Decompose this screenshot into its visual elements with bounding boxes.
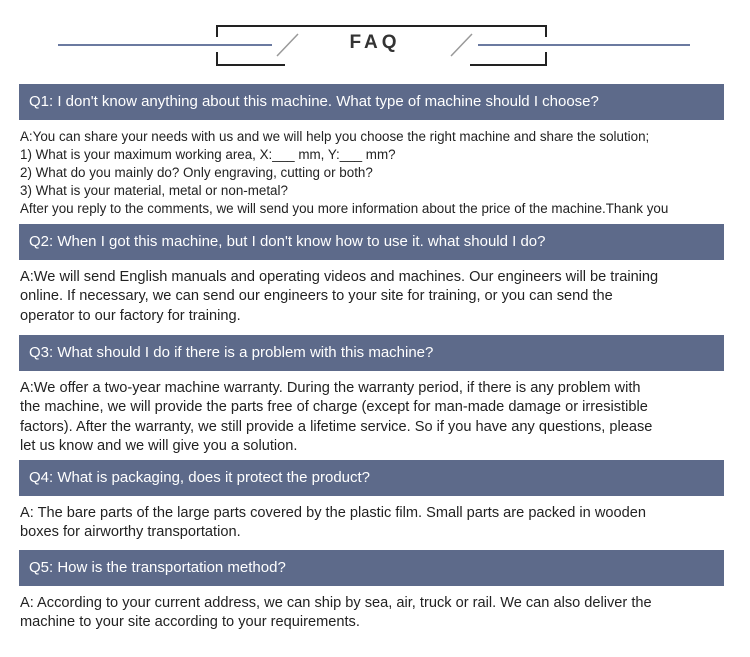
answer-line: the machine, we will provide the parts free of charge (except for man-made damage or irresistible	[20, 399, 648, 416]
faq-answer-3	[19, 379, 724, 457]
faq-question-3: Q3: What should I do if there is a problem with this machine?	[19, 335, 724, 371]
frame-bottom-right-bracket	[470, 52, 546, 65]
answer-line: 1) What is your maximum working area, X:___ mm, Y:___ mm?	[20, 147, 396, 162]
answer-line: 2) What do you mainly do? Only engraving, cutting or both?	[20, 165, 373, 180]
faq-question-2: Q2: When I got this machine, but I don't know how to use it. what should I do?	[19, 224, 724, 260]
faq-answer-1	[19, 128, 724, 218]
answer-line: operator to our factory for training.	[20, 307, 241, 324]
faq-item-2	[19, 224, 724, 326]
faq-item-1	[19, 84, 724, 218]
faq-header	[0, 0, 750, 80]
faq-item-5	[19, 550, 724, 633]
answer-line: After you reply to the comments, we will send you more information about the price of the machine.Thank you	[20, 201, 669, 216]
right-slash	[451, 34, 472, 56]
answer-line: A: The bare parts of the large parts covered by the plastic film. Small parts are packed in wooden	[20, 505, 646, 521]
faq-question-5: Q5: How is the transportation method?	[19, 550, 724, 586]
left-slash	[277, 34, 298, 56]
faq-item-3	[19, 335, 724, 457]
answer-line: online. If necessary, we can send our engineers to your site for training, or you can send the	[20, 288, 613, 305]
answer-line: A:We offer a two-year machine warranty. During the warranty period, if there is any problem with	[20, 380, 641, 396]
page-title: FAQ	[349, 32, 401, 53]
answer-line: machine to your site according to your requirements.	[20, 614, 360, 631]
faq-item-4	[19, 460, 724, 543]
faq-question-1: Q1: I don't know anything about this machine. What type of machine should I choose?	[19, 84, 724, 120]
answer-line: A: According to your current address, we can ship by sea, air, truck or rail. We can also deliver the	[20, 595, 652, 611]
answer-line: let us know and we will give you a solution.	[20, 438, 298, 455]
faq-answer-4	[19, 504, 724, 543]
answer-line: factors). After the warranty, we still provide a lifetime service. So if you have any questions, please	[20, 418, 653, 435]
faq-question-4: Q4: What is packaging, does it protect the product?	[19, 460, 724, 496]
answer-line: 3) What is your material, metal or non-metal?	[20, 183, 288, 198]
faq-answer-2	[19, 268, 724, 326]
answer-line: boxes for airworthy transportation.	[20, 524, 241, 541]
answer-line: A:You can share your needs with us and we will help you choose the right machine and share the solution;	[20, 129, 650, 144]
answer-line: A:We will send English manuals and operating videos and machines. Our engineers will be training	[20, 269, 659, 285]
faq-answer-5	[19, 594, 724, 633]
frame-bottom-left-bracket	[217, 52, 285, 65]
